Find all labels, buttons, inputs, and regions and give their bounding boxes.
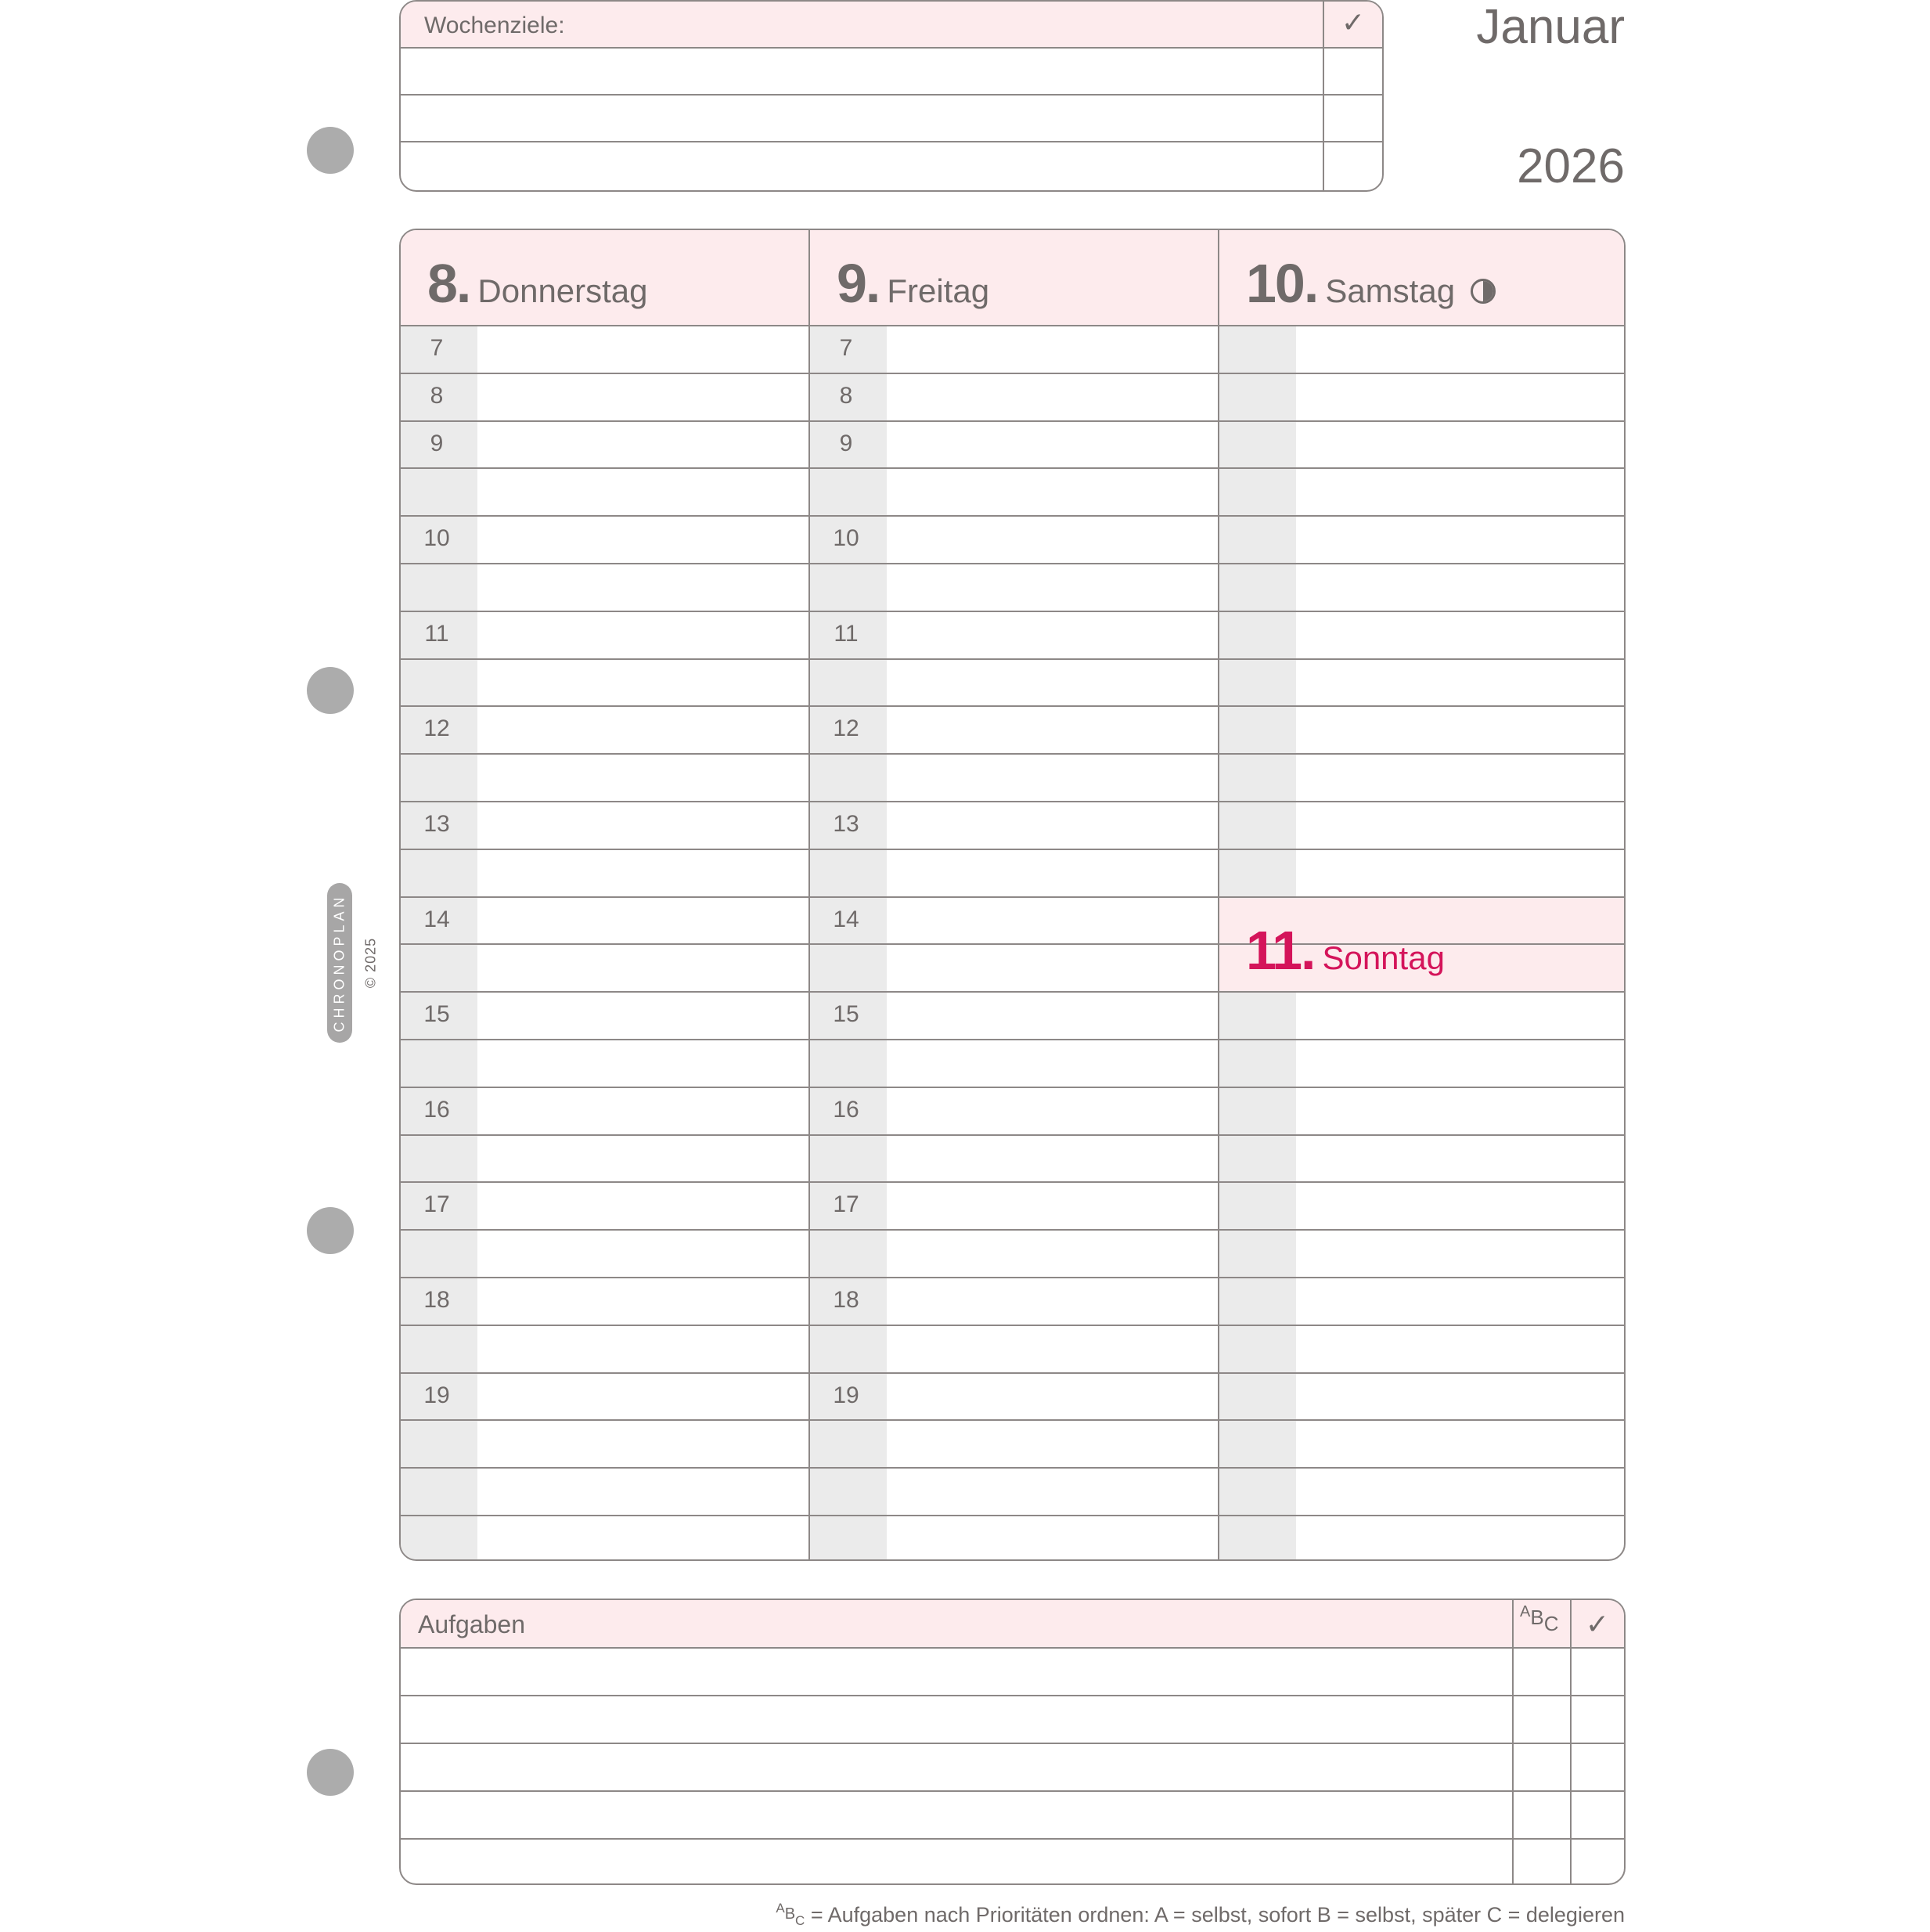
column-divider: [1218, 230, 1219, 1559]
check-icon: ✓: [1341, 6, 1366, 38]
legend-a: A: [776, 1901, 785, 1916]
day-header-friday: [837, 252, 989, 316]
hour-label: 18: [423, 1287, 450, 1313]
row-line: [401, 1229, 1624, 1231]
punch-hole: [307, 1207, 354, 1254]
legend-text: = Aufgaben nach Prioritäten ordnen: A = selbst, sofort B = selbst, später C = delegieren: [805, 1903, 1625, 1927]
hour-label: 19: [423, 1382, 450, 1408]
hour-label: 14: [833, 907, 859, 932]
hour-label: 10: [833, 525, 859, 551]
tasks-box: [399, 1599, 1626, 1885]
priority-b: B: [1530, 1606, 1544, 1629]
day-number: 11.: [1246, 920, 1315, 981]
row-line: [401, 801, 1624, 802]
row-line: [401, 1277, 1624, 1278]
day-grid: [399, 229, 1626, 1561]
hour-label: 16: [423, 1097, 450, 1123]
punch-hole: [307, 667, 354, 714]
row-line: [401, 1515, 1624, 1516]
row-line: [401, 753, 1624, 755]
punch-hole: [307, 127, 354, 174]
goals-label: Wochenziele:: [424, 13, 565, 38]
row-line: [401, 1087, 1624, 1088]
hour-label: 13: [423, 811, 450, 837]
hour-label: 18: [833, 1287, 859, 1313]
day-header-saturday: [1246, 252, 1496, 316]
day-number: 8.: [427, 253, 470, 314]
hour-label: 7: [839, 335, 853, 361]
hour-label: 9: [839, 431, 853, 456]
hour-label: 15: [423, 1001, 450, 1027]
hour-label: 10: [423, 525, 450, 551]
check-icon: ✓: [1585, 1608, 1610, 1640]
brand-name: CHRONOPLAN: [331, 893, 347, 1033]
half-moon-icon: [1471, 279, 1496, 304]
row-line: [401, 515, 1624, 517]
row-line: [401, 896, 1624, 898]
hour-label: 19: [833, 1382, 859, 1408]
day-name: Donnerstag: [477, 272, 648, 309]
day-name: Samstag: [1325, 272, 1456, 309]
row-line: [401, 611, 1624, 612]
month-title: Januar: [1476, 0, 1625, 54]
row-line: [401, 467, 1624, 469]
hour-label: 9: [430, 431, 444, 456]
hour-label: 7: [430, 335, 444, 361]
day-name: Freitag: [887, 272, 990, 309]
row-line: [401, 373, 1624, 374]
row-line: [401, 991, 1624, 993]
priority-a: A: [1520, 1603, 1531, 1620]
row-line: [401, 1325, 1624, 1326]
hour-label: 8: [430, 383, 444, 409]
row-line: [401, 1181, 1624, 1183]
hour-label: 11: [834, 621, 859, 647]
day-header-sunday: [1246, 919, 1445, 983]
hour-label: 17: [833, 1191, 859, 1217]
row-line: [401, 849, 1624, 850]
day-name: Sonntag: [1322, 939, 1445, 976]
row-line: [401, 658, 1624, 660]
row-line: [401, 1134, 1624, 1136]
tasks-label: Aufgaben: [418, 1610, 526, 1638]
hour-label: 16: [833, 1097, 859, 1123]
day-header-thursday: [427, 252, 648, 316]
legend-b: B: [784, 1905, 796, 1923]
hour-label: 8: [839, 383, 853, 409]
tasks-header: [401, 1600, 1624, 1647]
legend-c: C: [795, 1913, 805, 1928]
hour-label: 11: [424, 621, 449, 647]
hour-label: 15: [833, 1001, 859, 1027]
hour-label: 12: [423, 715, 450, 741]
year-title: 2026: [1517, 139, 1625, 193]
priority-legend: [776, 1901, 1625, 1932]
punch-hole: [307, 1749, 354, 1796]
hour-label: 13: [833, 811, 859, 837]
row-line: [401, 563, 1624, 564]
hour-label: 17: [423, 1191, 450, 1217]
row-line: [401, 420, 1624, 422]
row-line: [401, 1372, 1624, 1374]
priority-abc-icon: [1520, 1602, 1558, 1635]
row-line: [401, 325, 1624, 326]
row-line: [401, 1419, 1624, 1421]
row-line: [401, 1467, 1624, 1469]
row-line: [401, 1039, 1624, 1040]
copyright: © 2025: [362, 937, 379, 989]
hour-label: 12: [833, 715, 859, 741]
hour-label: 14: [423, 907, 450, 932]
day-number: 10.: [1246, 253, 1318, 314]
priority-c: C: [1543, 1612, 1559, 1635]
row-line: [401, 705, 1624, 707]
day-number: 9.: [837, 253, 880, 314]
